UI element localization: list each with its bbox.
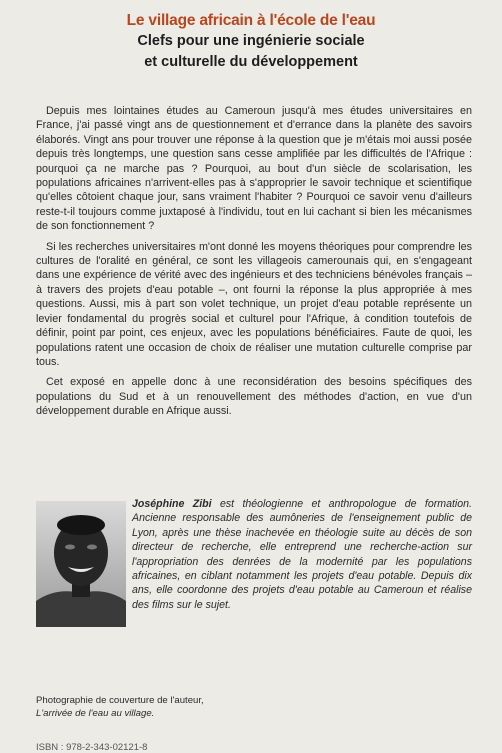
book-subtitle-line-2: et culturelle du développement	[144, 54, 358, 70]
book-subtitle-line-1: Clefs pour une ingénierie sociale	[137, 33, 365, 49]
summary-paragraph-1: Depuis mes lointaines études au Cameroun jusqu'à mes études universitaires en France, j'ai passé vingt ans de questionnement et d'errance dans la planète des savoirs élaborés. Vingt ans pour trouver une réponse à la question que je m'étais moi aussi posée depuis très longtemps, une question sans cesse amplifiée par les difficultés de l'Afrique : pourquoi ça ne marche pas ? Pourquoi, au bout d'un siècle de scolarisation, les populations africaines n'arrivent-elles pas à s'approprier le savoir technique et scientifique qu'elles côtoient chaque jour, sans vraiment l'habiter ? Pourquoi ce savoir venu d'ailleurs reste-t-il toujours comme juxtaposé à l'individu, tout en lui cachant si bien les mécanismes de son fonctionnement ?	[36, 105, 472, 233]
author-photo	[36, 501, 126, 627]
summary-text	[36, 104, 472, 425]
author-name: Joséphine Zibi	[132, 498, 212, 510]
author-section	[36, 497, 472, 647]
photo-credit	[36, 694, 336, 720]
photo-credit-line-2: L'arrivée de l'eau au village.	[36, 708, 155, 719]
book-title: Le village africain à l'école de l'eau	[126, 12, 376, 29]
author-bio-text: est théologienne et anthropologue de formation. Ancienne responsable des aumôneries de l'enseignement public de Lyon, après une thèse inachevée en théologie suite au décès de son directeur de recherche, elle entreprend une recherche-action sur l'appropriation des denrées de la modernité par les populations africaines, en ciblant notamment les projets d'eau potable. Depuis dix ans, elle coordonne des projets d'eau potable au Cameroun et réalise des films sur le sujet.	[132, 498, 473, 611]
summary-paragraph-2: Si les recherches universitaires m'ont donné les moyens théoriques pour comprendre les cultures de l'oralité en général, ce sont les villageois camerounais qui, en s'engageant dans une expérience de vérité avec des ingénieurs et des techniciens bénévoles français – à travers des projets d'eau potable –, ont fourni la réponse la plus appropriée à mes questions. Aussi, mis à part son volet technique, un projet d'eau potable représente un levier fondamental du progrès social et culturel pour l'Afrique, à condition toutefois de définir, point par point, ces enjeux, avec les populations bénéficiaires. Faute de quoi, les populations ratent une occasion de choix de réaliser une mutation culturelle comprise par tous.	[36, 240, 472, 368]
author-bio	[132, 497, 472, 612]
summary-paragraph-3: Cet exposé en appelle donc à une reconsidération des besoins spécifiques des populations du Sud et à un renouvellement des méthodes d'action, en vue d'un développement durable en Afrique aussi.	[36, 376, 472, 418]
photo-credit-line-1: Photographie de couverture de l'auteur,	[36, 695, 204, 706]
title-block	[0, 0, 502, 72]
isbn: ISBN : 978-2-343-02121-8	[36, 742, 148, 753]
